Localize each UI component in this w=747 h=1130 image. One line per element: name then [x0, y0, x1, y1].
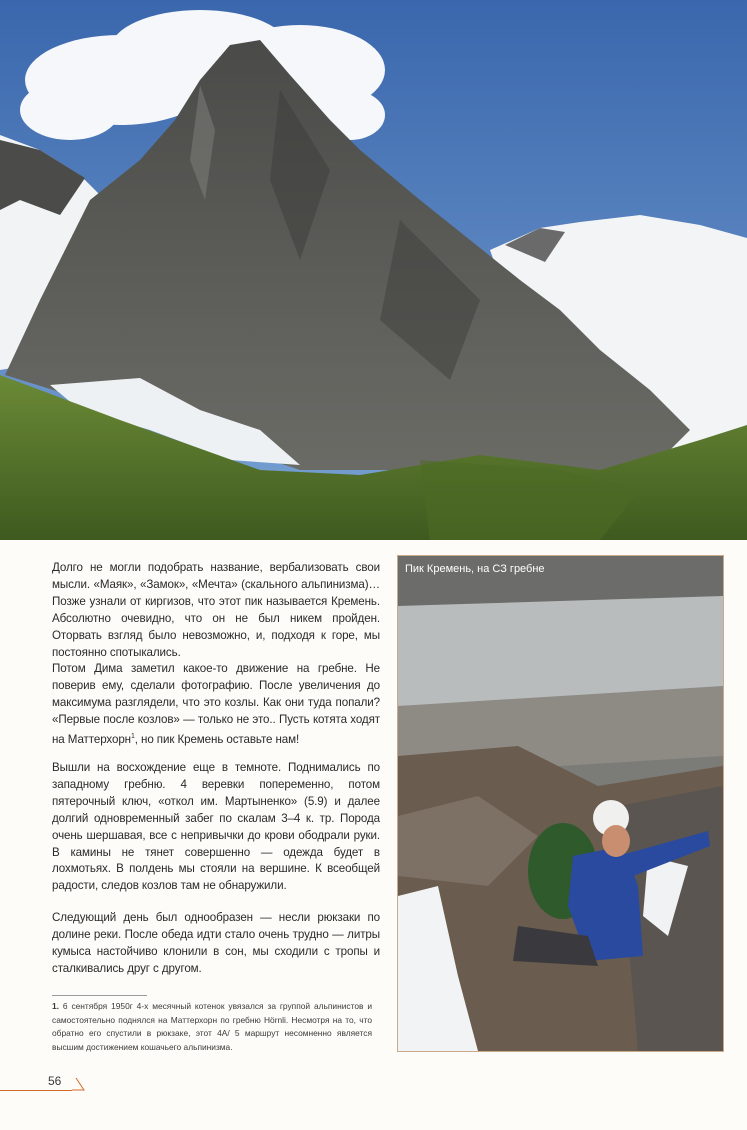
paragraph-text: Вышли на восхождение еще в темноте. Поднимались по западному гребню. 4 веревки попеременно, потом пятерочный ключ, «откол им. Мартыненко» (5.9) и далее долгий одновременный забег по скалам 3–4 к. тр. Порода очень шершавая, все с непривычки до крови ободрали руки. В камины не тянет совершенно — одежда будет в лохмотьях. В полдень мы стояли на вершине. К всеобщей радости, следов козлов там не обнаружили.	[52, 761, 380, 893]
footnote	[52, 1000, 372, 1054]
paragraph-text: Потом Дима заметил какое-то движение на гребне. Не поверив ему, сделали фотографию. После увеличения до максимума разглядели, что это козлы. Как они туда попали? «Первые после козлов» — только не это.. Пусть котята ходят на Маттерхорн$^1$, но пик Кремень оставьте нам!	[52, 662, 380, 746]
climber-photo	[397, 555, 724, 1052]
footnote-reference: 1	[130, 733, 135, 741]
photo-caption: Пик Кремень, на СЗ гребне	[405, 563, 545, 575]
article-paragraph	[52, 910, 380, 978]
page-number-rule	[0, 1090, 72, 1091]
paragraph-text: Долго не могли подобрать название, вербализовать свои мысли. «Маяк», «Замок», «Мечта» (скального альпинизма)… Позже узнали от киргизов, что этот пик называется Кремень. Абсолютно очевидно, что он не был никем пройден. Оторвать взгляд было невозможно, и, подходя к горе, мы постоянно спотыкались.	[52, 561, 380, 659]
footnote-marker: 1.	[52, 1001, 59, 1011]
paragraph-text: Следующий день был однообразен — несли рюкзаки по долине реки. После обеда идти стало очень трудно — литры кумыса настойчиво клонили в сон, мы сходили с тропы и сталкивались друг с другом.	[52, 911, 380, 975]
paragraph-text-part: Потом Дима заметил какое-то движение на гребне. Не поверив ему, сделали фотографию. После увеличения до максимума разглядели, что это козлы. Как они туда попали? «Первые после козлов» — только не это.. Пусть котята ходят на Маттерхорн	[52, 662, 380, 746]
paragraph-text-part: но пик Кремень оставьте нам!	[141, 732, 300, 746]
article-paragraph	[52, 560, 380, 749]
page-corner-mark	[66, 1075, 86, 1095]
footnote-divider	[52, 995, 147, 996]
article-paragraph	[52, 760, 380, 895]
footnote-text: 6 сентября 1950г 4-х месячный котенок увязался за группой альпинистов и самостоятельно поднялся на Маттерхорн по гребню Hörnli. Несмотря на то, что обратно его спустили в рюкзаке, этот 4А/ 5 маршрут несомненно является высшим достижением кошачьего альпинизма.	[52, 1001, 373, 1052]
page-number: 56	[48, 1074, 62, 1088]
mountain-photo	[0, 0, 747, 540]
